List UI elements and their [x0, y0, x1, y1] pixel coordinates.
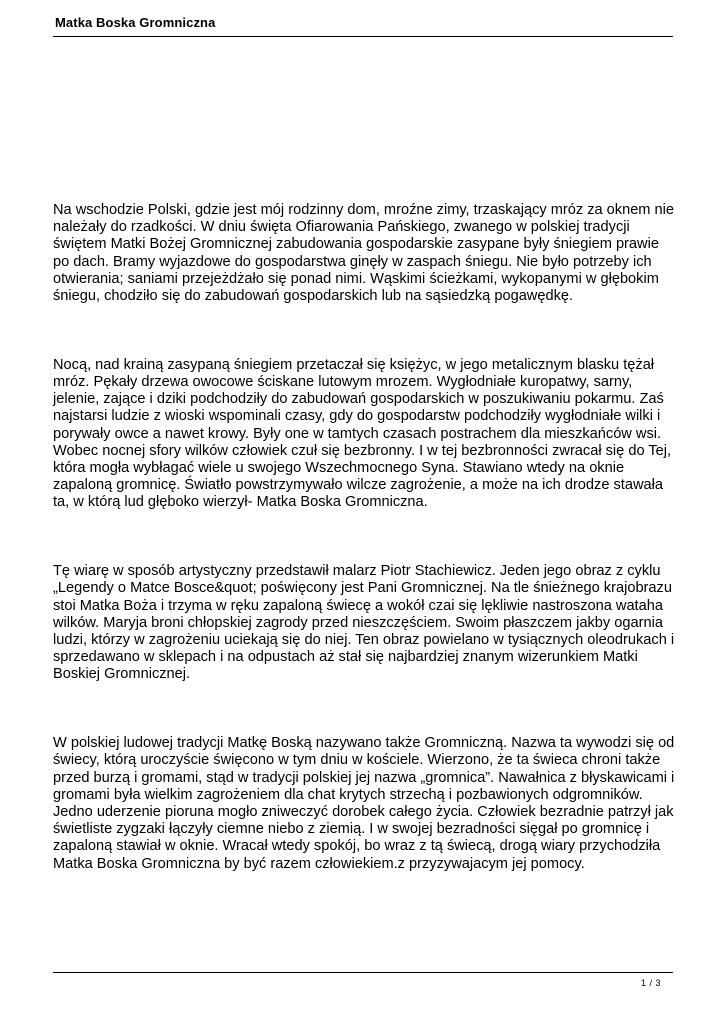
document-body [53, 202, 675, 873]
paragraph: Na wschodzie Polski, gdzie jest mój rodzinny dom, mroźne zimy, trzaskający mróz za oknem nie należały do rzadkości. W dniu święta Ofiarowania Pańskiego, zwanego w polskiej tradycji świętem Matki Bożej Gromnicznej zabudowania gospodarskie zasypane były śniegiem prawie po dach. Bramy wyjazdowe do gospodarstwa ginęły w zaspach śniegu. Nie było potrzeby ich otwierania; saniami przejeżdżało się ponad nimi. Wąskimi ścieżkami, wykopanymi w głębokim śniegu, chodziło się do zabudowań gospodarskich lub na sąsiedzką pogawędkę. [53, 202, 674, 305]
paragraph: Nocą, nad krainą zasypaną śniegiem przetaczał się księżyc, w jego metalicznym blasku tężał mróz. Pękały drzewa owocowe ściskane lutowym mrozem. Wygłodniałe kuropatwy, sarny, jelenie, zające i dziki podchodziły do zabudowań gospodarskich w poszukiwaniu pokarmu. Zaś najstarsi ludzie z wioski wspominali czasy, gdy do gospodarstw podchodziły wygłodniałe wilki i porywały owce a nawet krowy. Były one w tamtych czasach postrachem dla mieszkańców wsi. Wobec nocnej sfory wilków człowiek czuł się bezbronny. I w tej bezbronności zwracał się do Tej, która mogła wybłagać wiele u swojego Wszechmocnego Syna. Stawiano wtedy na oknie zapaloną gromnicę. Światło powstrzymywało wilcze zagrożenie, a może na ich drodze stawała ta, w którą lud głęboko wierzył- Matka Boska Gromniczna. [53, 356, 672, 511]
page-footer [53, 972, 673, 988]
document-title: Matka Boska Gromniczna [55, 15, 216, 30]
paragraph: Tę wiarę w sposób artystyczny przedstawił malarz Piotr Stachiewicz. Jeden jego obraz z cyklu „Legendy o Matce Bosce&quot; poświęcony jest Pani Gromnicznej. Na tle śnieżnego krajobrazu stoi Matka Boża i trzyma w ręku zapaloną świecę a wokół czai się lękliwie nastroszona wataha wilków. Maryja broni chłopskiej zagrody przed nieszczęściem. Swoim płaszczem jakby ogarnia ludzi, którzy w zagrożeniu uciekają się do niej. Ten obraz powielano w tysiącznych oleodrukach i sprzedawano w sklepach i na odpustach aż stał się najbardziej znanym wizerunkiem Matki Boskiej Gromnicznej. [53, 563, 675, 683]
page-header [53, 14, 673, 37]
page-number: 1 / 3 [640, 978, 661, 988]
paragraph: W polskiej ludowej tradycji Matkę Boską nazywano także Gromniczną. Nazwa ta wywodzi się od świecy, którą uroczyście święcono w tym dniu w kościele. Wierzono, że ta świeca chroni także przed burzą i gromami, stąd w tradycji polskiej jej nazwa „gromnica”. Nawałnica z błyskawicami i gromami była wielkim zagrożeniem dla chat krytych strzechą i pozbawionych odgromników. Jedno uderzenie pioruna mogło zniweczyć dorobek całego życia. Człowiek bezradnie patrzył jak świetliste zygzaki łączyły ciemne niebo z ziemią. I w swojej bezradności sięgał po gromnicę i zapaloną stawiał w oknie. Wracał wtedy spokój, bo wraz z tą świecą, drogą wiary przychodziła Matka Boska Gromniczna by być razem człowiekiem.z przyzywajacym jej pomocy. [53, 735, 675, 872]
